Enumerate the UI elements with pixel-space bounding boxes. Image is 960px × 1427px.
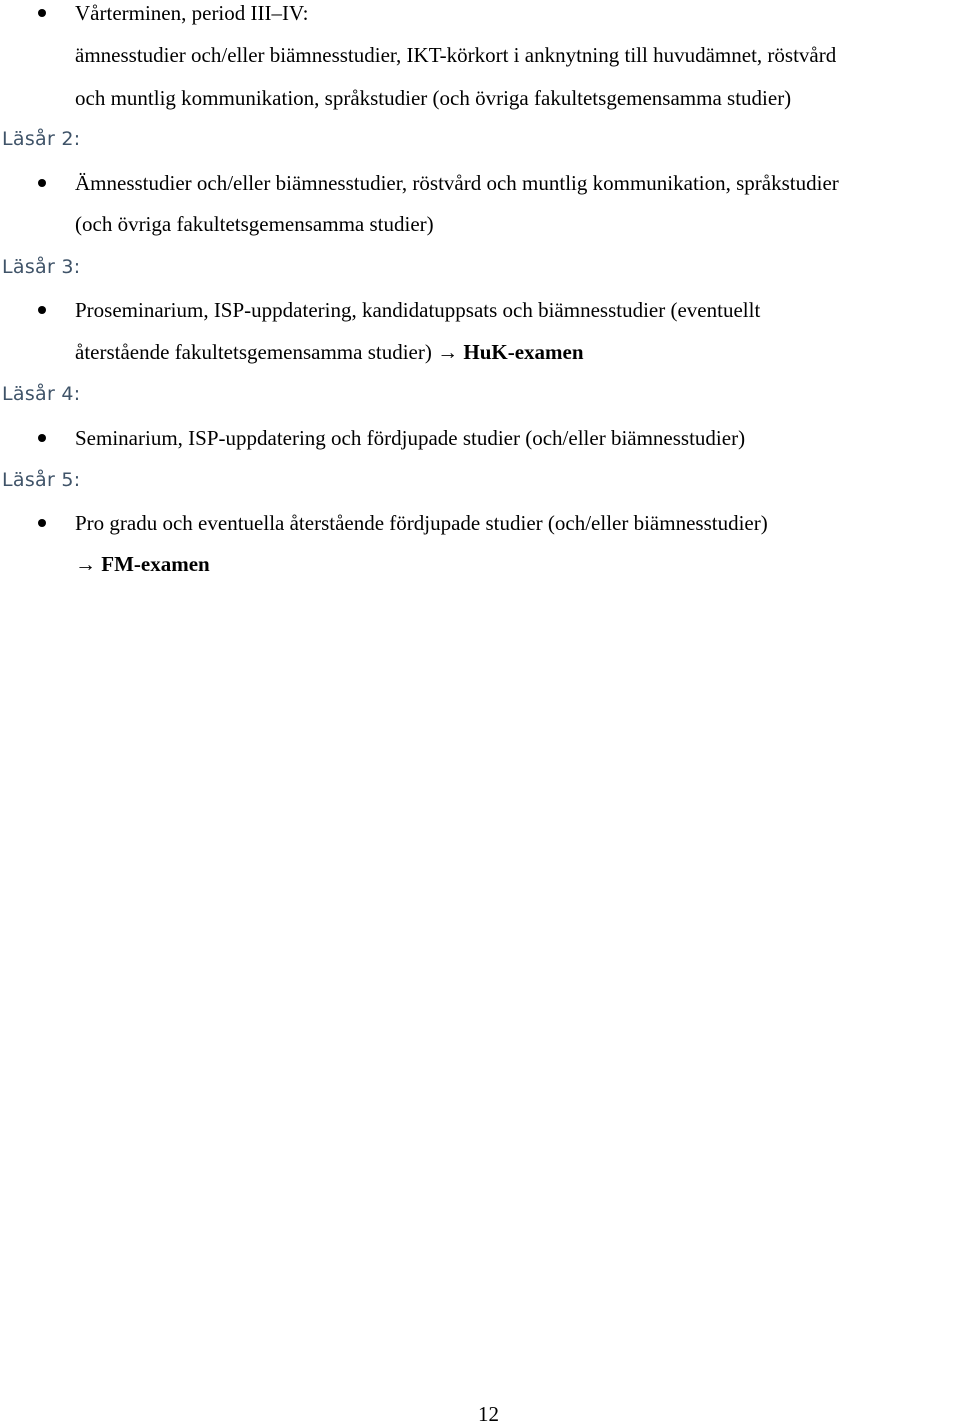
bullet-item-text: Vårterminen, period III–IV: bbox=[75, 1, 309, 25]
bullet-item-text: Proseminarium, ISP-uppdatering, kandidatuppsats och biämnesstudier (eventuellt bbox=[75, 298, 761, 322]
bullet-icon bbox=[38, 434, 46, 442]
year-heading-4: Läsår 4: bbox=[2, 383, 81, 405]
continuation-text bbox=[75, 551, 210, 577]
bullet-item-text: Seminarium, ISP-uppdatering och fördjupade studier (och/eller biämnesstudier) bbox=[75, 426, 746, 450]
degree-label: HuK-examen bbox=[463, 340, 584, 364]
degree-label: FM-examen bbox=[101, 552, 210, 576]
continuation-text: och muntlig kommunikation, språkstudier (och övriga fakultetsgemensamma studier) bbox=[75, 86, 792, 110]
bullet-item-text: Pro gradu och eventuella återstående fördjupade studier (och/eller biämnesstudier) bbox=[75, 511, 768, 535]
year-heading-5: Läsår 5: bbox=[2, 469, 81, 491]
year-heading-3: Läsår 3: bbox=[2, 256, 81, 278]
arrow-icon: → bbox=[437, 340, 459, 364]
bullet-icon bbox=[38, 519, 46, 527]
bullet-icon bbox=[38, 306, 46, 314]
continuation-plain: återstående fakultetsgemensamma studier) bbox=[75, 340, 432, 364]
year-heading-2: Läsår 2: bbox=[2, 128, 81, 150]
continuation-text: (och övriga fakultetsgemensamma studier) bbox=[75, 212, 434, 236]
bullet-icon bbox=[38, 179, 46, 187]
continuation-text: ämnesstudier och/eller biämnesstudier, IKT-körkort i anknytning till huvudämnet, röstvård bbox=[75, 43, 837, 67]
arrow-icon: → bbox=[75, 552, 96, 576]
continuation-text bbox=[75, 339, 584, 365]
bullet-item-text: Ämnesstudier och/eller biämnesstudier, röstvård och muntlig kommunikation, språkstudier bbox=[75, 171, 839, 195]
bullet-icon bbox=[38, 9, 46, 17]
page-number: 12 bbox=[478, 1402, 499, 1426]
